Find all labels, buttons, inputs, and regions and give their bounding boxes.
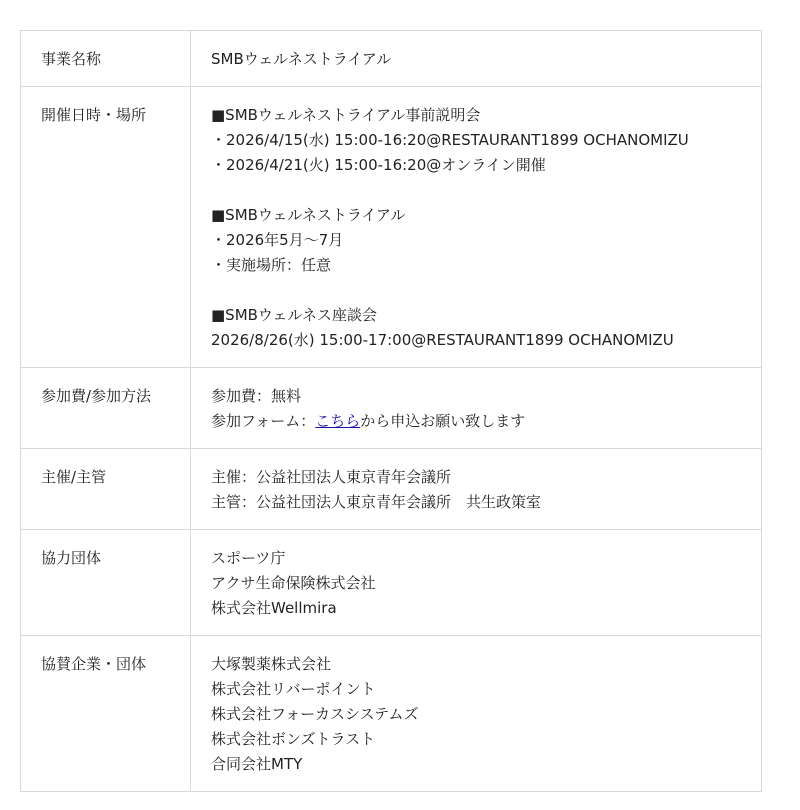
schedule-line: 2026/8/26(水) 15:00-17:00@RESTAURANT1899 OCHANOMIZU [211,331,674,349]
schedule-line: ・実施場所：任意 [211,256,332,274]
sponsor-org: 株式会社ボンズトラスト [211,730,376,748]
table-row [21,87,762,368]
row-label-datetime-place: 開催日時・場所 [21,87,191,368]
event-name-text: SMBウェルネストライアル [211,50,392,68]
row-label-cooperation: 協力団体 [21,530,191,636]
schedule-line: ・2026/4/15(水) 15:00-16:20@RESTAURANT1899 OCHANOMIZU [211,131,689,149]
table-row [21,449,762,530]
sponsor-org: 合同会社MTY [211,755,303,773]
row-value-fee-method [191,368,762,449]
row-label-sponsors: 協賛企業・団体 [21,636,191,792]
row-value-event-name [191,31,762,87]
table-row [21,530,762,636]
cooperation-org: 株式会社Wellmira [211,599,337,617]
fee-text: 参加費：無料 [211,387,302,405]
row-label-event-name: 事業名称 [21,31,191,87]
schedule-line: ・2026/4/21(火) 15:00-16:20@オンライン開催 [211,156,546,174]
organizer-line: 主催：公益社団法人東京青年会議所 [211,468,452,486]
table-row [21,31,762,87]
sponsor-org: 大塚製薬株式会社 [211,655,332,673]
sponsor-org: 株式会社フォーカスシステムズ [211,705,419,723]
event-info-table [20,30,762,792]
form-line [211,409,741,434]
form-prefix-text: 参加フォーム： [211,412,316,430]
schedule-line [211,178,741,203]
organizer-line: 主管：公益社団法人東京青年会議所 共生政策室 [211,493,542,511]
row-value-datetime-place [191,87,762,368]
row-value-sponsors [191,636,762,792]
row-value-organizer [191,449,762,530]
schedule-line: ■SMBウェルネストライアル [211,206,406,224]
schedule-line [211,278,741,303]
row-label-organizer: 主催/主管 [21,449,191,530]
row-value-cooperation [191,530,762,636]
cooperation-org: スポーツ庁 [211,549,286,567]
table-row [21,636,762,792]
application-form-link[interactable]: こちら [315,412,361,430]
form-suffix-text: から申込お願い致します [360,412,526,430]
schedule-line: ■SMBウェルネストライアル事前説明会 [211,106,481,124]
sponsor-org: 株式会社リバーポイント [211,680,376,698]
cooperation-org: アクサ生命保険株式会社 [211,574,376,592]
row-label-fee-method: 参加費/参加方法 [21,368,191,449]
schedule-line: ・2026年5月～7月 [211,231,344,249]
table-row [21,368,762,449]
schedule-line: ■SMBウェルネス座談会 [211,306,377,324]
